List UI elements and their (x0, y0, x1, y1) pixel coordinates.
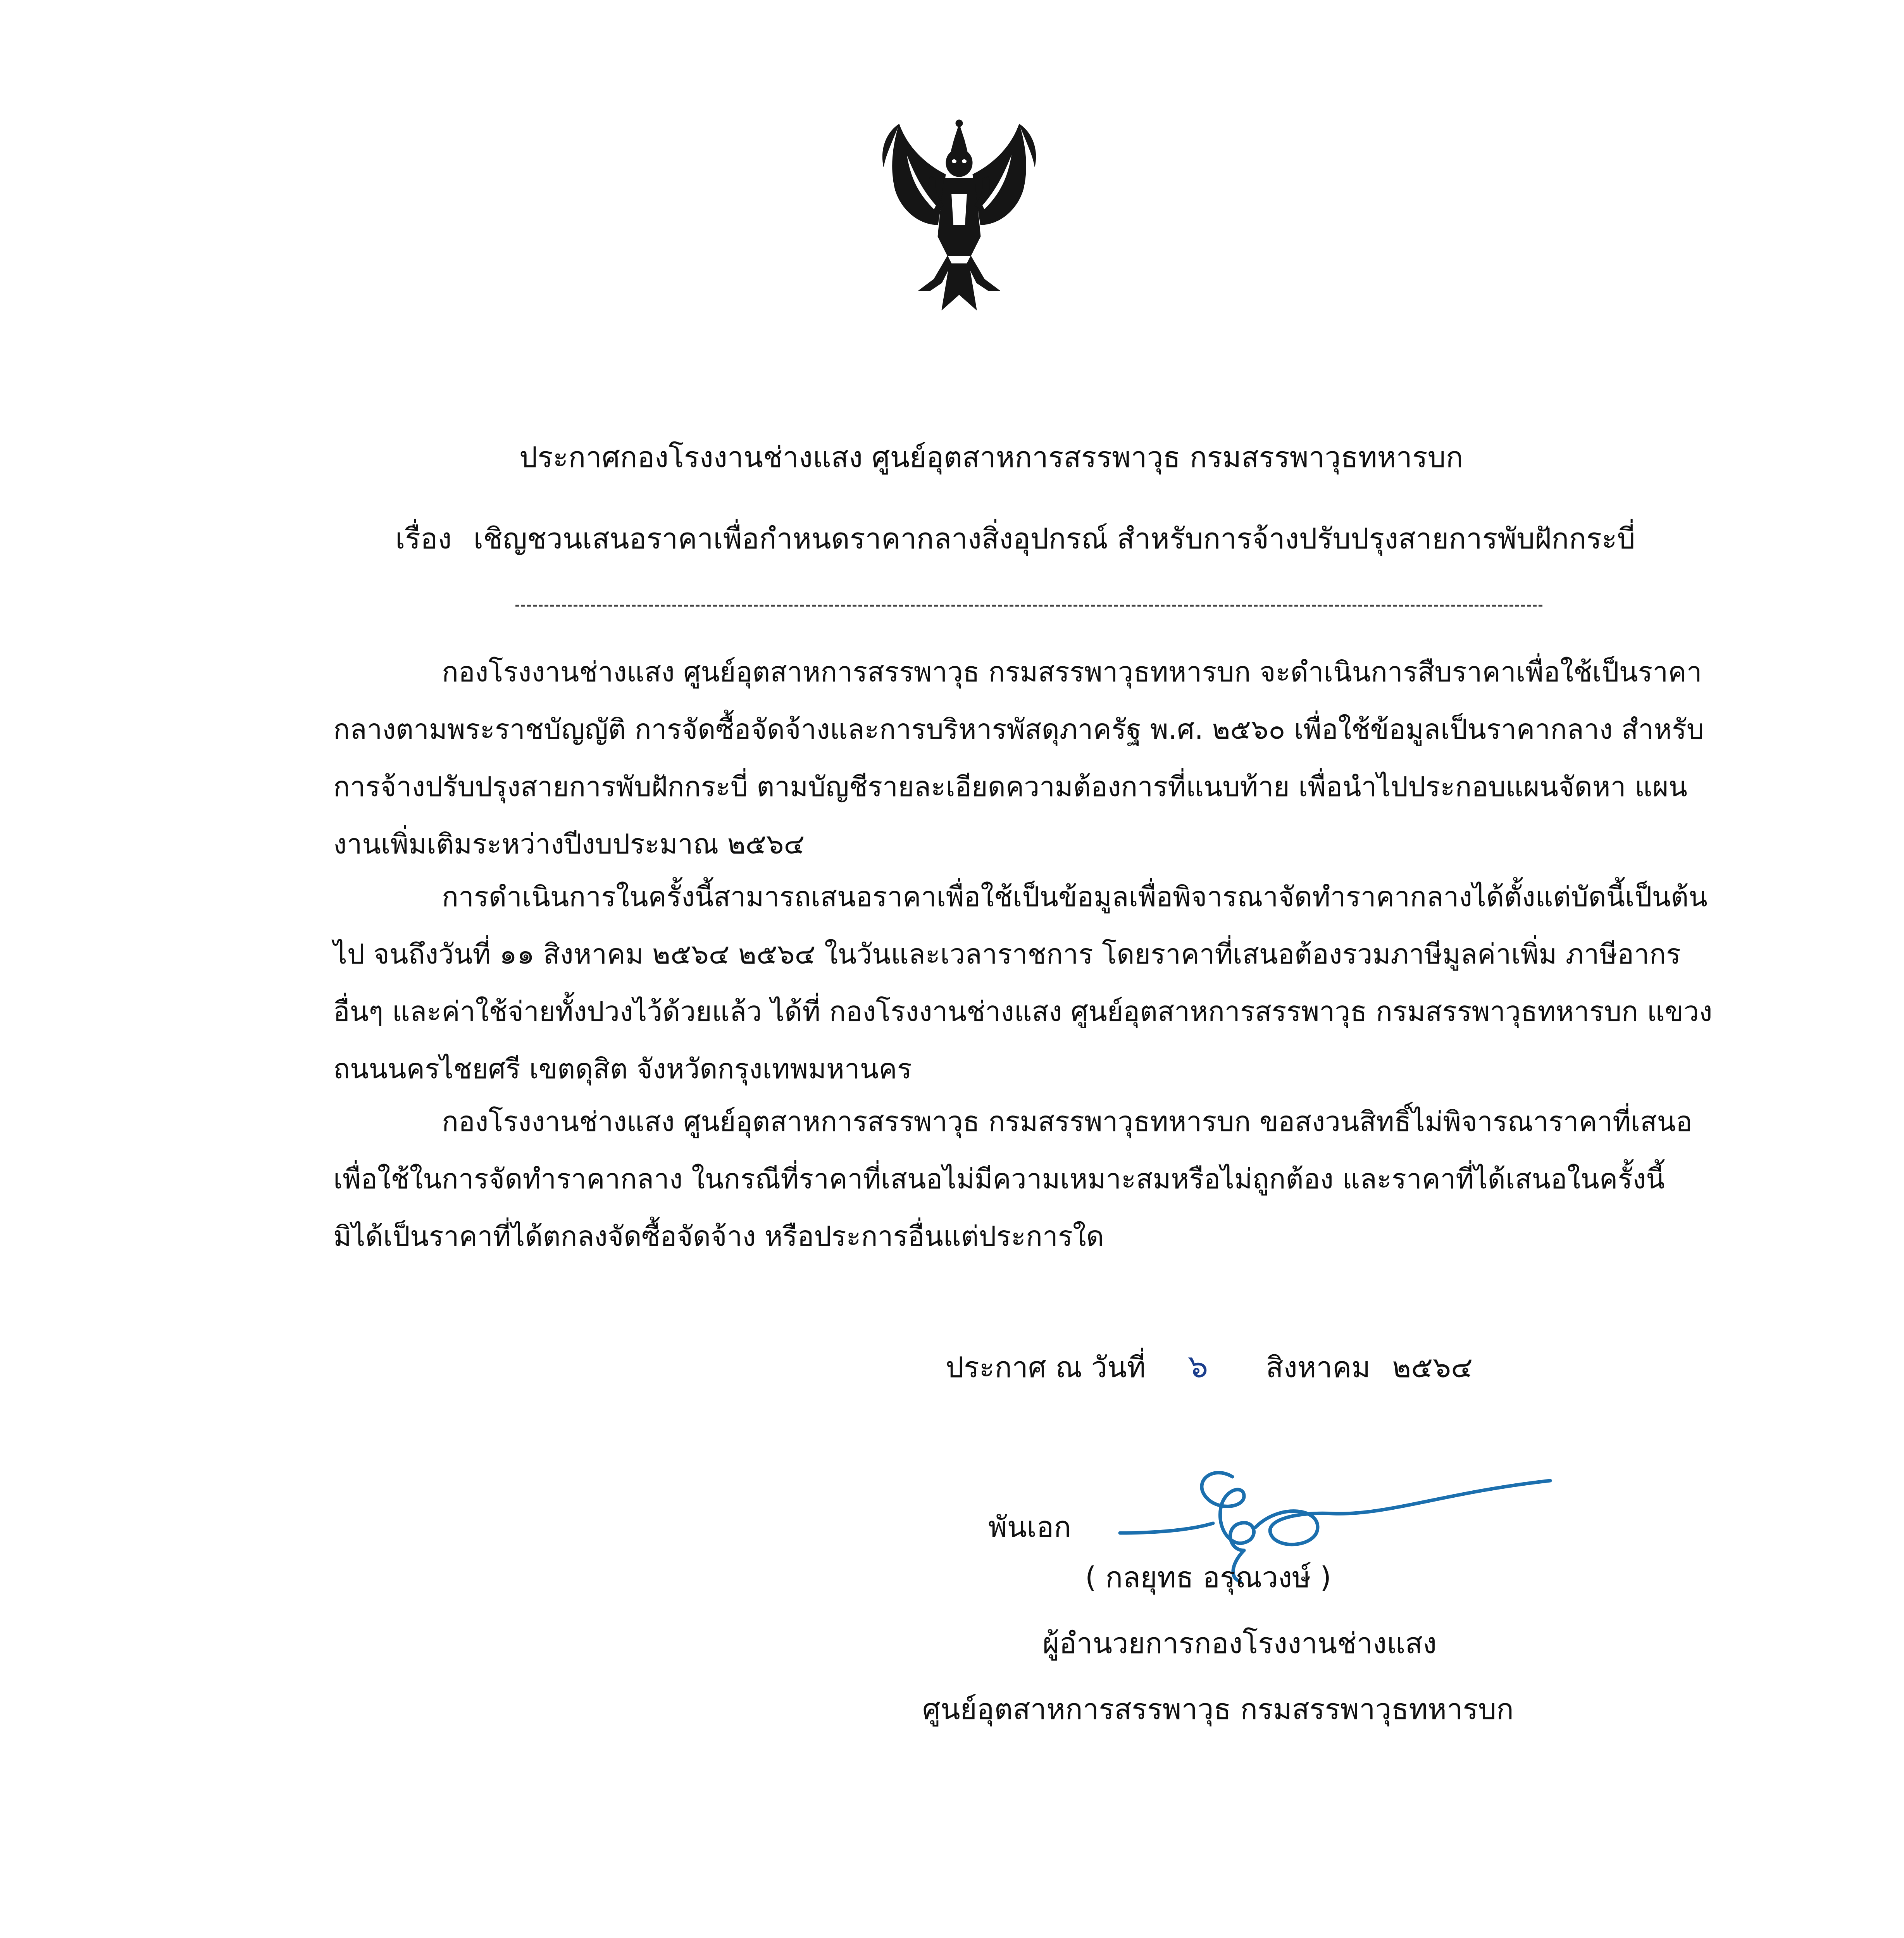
date-day-handwritten: ๖ (1188, 1348, 1208, 1385)
announcement-heading: ประกาศกองโรงงานช่างแสง ศูนย์อุตสาหการสรรพาวุธ กรมสรรพาวุธทหารบก (519, 441, 1463, 474)
date-year: ๒๕๖๔ (1392, 1351, 1473, 1384)
subject-text: เชิญชวนเสนอราคาเพื่อกำหนดราคากลางสิ่งอุปกรณ์ สำหรับการจ้างปรับปรุงสายการพับฝักกระบี่ (473, 522, 1635, 555)
signatory-title-line-1: ผู้อำนวยการกองโรงงานช่างแสง (1042, 1627, 1437, 1660)
signatory-title-line-2: ศูนย์อุตสาหการสรรพาวุธ กรมสรรพาวุธทหารบก (922, 1693, 1514, 1726)
body-paragraph-3: กองโรงงานช่างแสง ศูนย์อุตสาหการสรรพาวุธ กรมสรรพาวุธทหารบก ขอสงวนสิทธิ์ไม่พิจารณาราคาที่เสนอเพื่อใช้ในการจัดทำราคากลาง ในกรณีที่ราคาที่เสนอไม่มีความเหมาะสมหรือไม่ถูกต้อง และราคาที่ได้เสนอในครั้งนี้ มิได้เป็นราคาที่ได้ตกลงจัดซื้อจัดจ้าง หรือประการอื่นแต่ประการใด (333, 1105, 1692, 1252)
body-paragraph-2: การดำเนินการในครั้งนี้สามารถเสนอราคาเพื่อใช้เป็นข้อมูลเพื่อพิจารณาจัดทำราคากลางได้ตั้งแต่บัดนี้เป็นต้นไป จนถึงวันที่ ๑๑ สิงหาคม ๒๕๖๔ ๒๕๖๔ ในวันและเวลาราชการ โดยราคาที่เสนอต้องรวมภาษีมูลค่าเพิ่ม ภาษีอากรอื่นๆ และค่าใช้จ่ายทั้งปวงไว้ด้วยแล้ว ได้ที่ กองโรงงานช่างแสง ศูนย์อุตสาหการสรรพาวุธ กรมสรรพาวุธทหารบก แขวงถนนนครไชยศรี เขตดุสิต จังหวัดกรุงเทพมหานคร (333, 881, 1713, 1085)
dashed-divider (515, 605, 1542, 607)
date-month: สิงหาคม (1266, 1351, 1371, 1384)
body-paragraph-1: กองโรงงานช่างแสง ศูนย์อุตสาหการสรรพาวุธ กรมสรรพาวุธทหารบก จะดำเนินการสืบราคาเพื่อใช้เป็นราคากลางตามพระราชบัญญัติ การจัดซื้อจัดจ้างและการบริหารพัสดุภาครัฐ พ.ศ. ๒๕๖๐ เพื่อใช้ข้อมูลเป็นราคากลาง สำหรับการจ้างปรับปรุงสายการพับฝักกระบี่ ตามบัญชีรายละเอียดความต้องการที่แนบท้าย เพื่อนำไปประกอบแผนจัดหา แผนงานเพิ่มเติมระหว่างปีงบประมาณ ๒๕๖๔ (333, 656, 1704, 860)
signatory-name: ( กลยุทธ อรุณวงษ์ ) (1085, 1561, 1332, 1594)
signatory-rank: พันเอก (988, 1510, 1071, 1544)
garuda-emblem-icon (872, 109, 1046, 326)
subject-line (395, 516, 1635, 561)
subject-label: เรื่อง (395, 522, 452, 555)
date-prefix: ประกาศ ณ วันที่ (946, 1351, 1146, 1384)
announcement-date (946, 1341, 1473, 1391)
